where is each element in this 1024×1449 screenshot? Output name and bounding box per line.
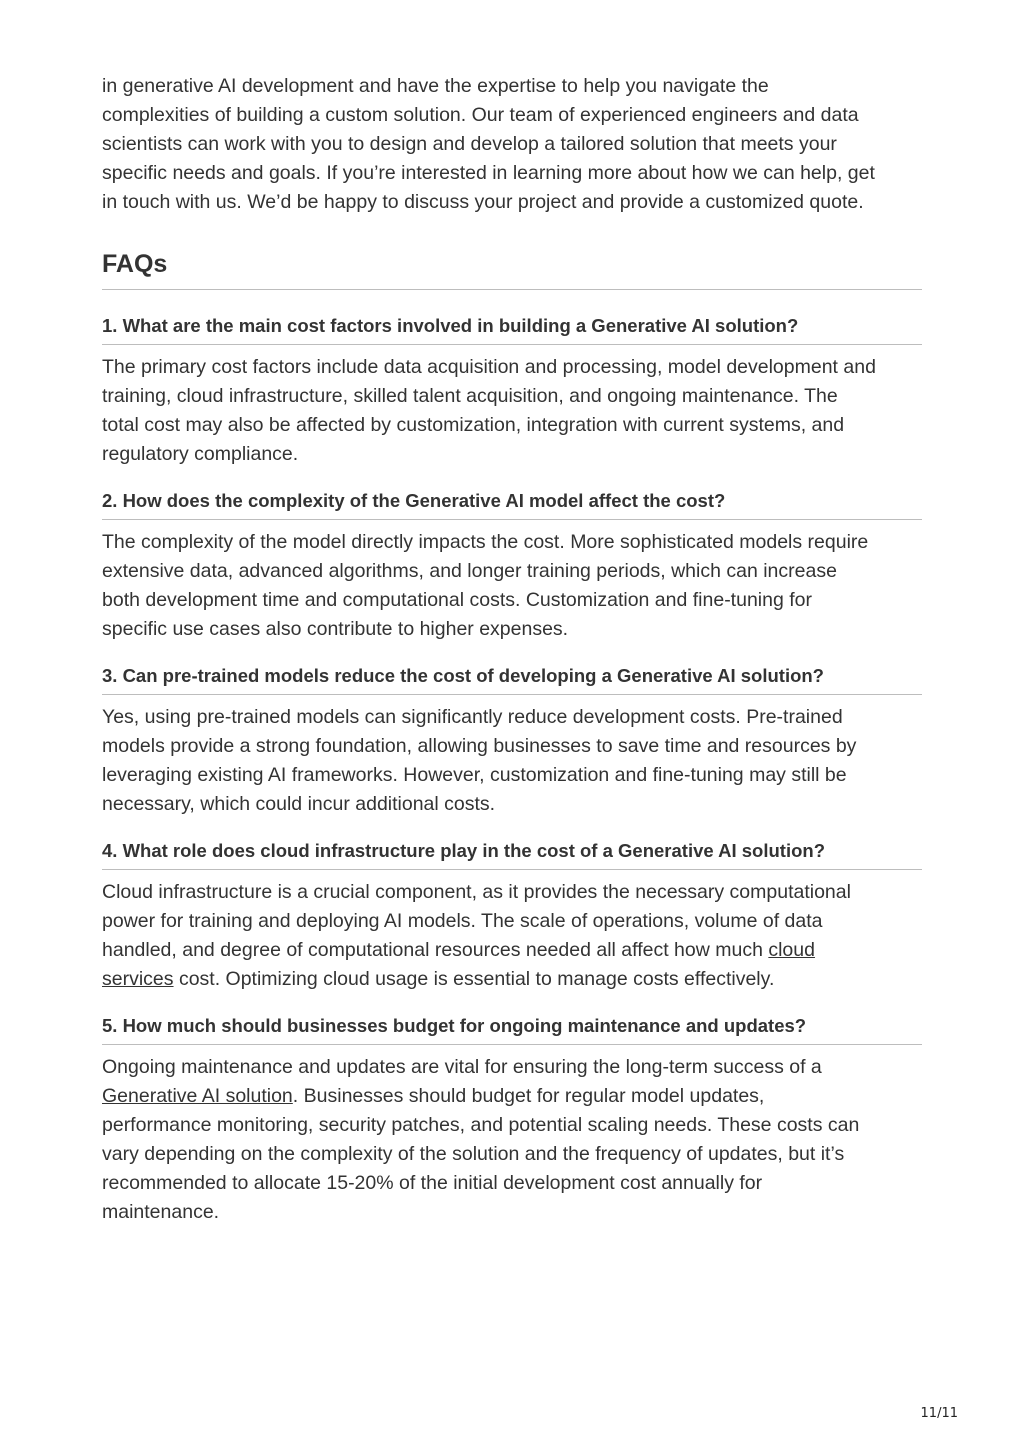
text-segment: . Businesses should budget for regular model updates,: [292, 1085, 765, 1107]
generative-ai-solution-link[interactable]: Generative AI solution: [102, 1085, 293, 1107]
text-line: The complexity of the model directly impacts the cost. More sophisticated models require: [102, 531, 869, 553]
text-line: vary depending on the complexity of the solution and the frequency of updates, but it’s: [102, 1143, 845, 1165]
text-line: extensive data, advanced algorithms, and longer training periods, which can increase: [102, 560, 837, 582]
faq-item-2: [102, 489, 922, 644]
text-line: [102, 965, 922, 994]
text-line: training, cloud infrastructure, skilled talent acquisition, and ongoing maintenance. The: [102, 385, 838, 407]
page-number: 11/11: [920, 1406, 958, 1421]
faq-question: 4. What role does cloud infrastructure play in the cost of a Generative AI solution?: [102, 840, 825, 861]
faq-question: 5. How much should businesses budget for ongoing maintenance and updates?: [102, 1015, 807, 1036]
text-line: total cost may also be affected by customization, integration with current systems, and: [102, 414, 845, 436]
text-line: maintenance.: [102, 1201, 220, 1223]
text-line: The primary cost factors include data acquisition and processing, model development and: [102, 356, 876, 378]
heading-divider: [102, 289, 922, 290]
text-line: in generative AI development and have the expertise to help you navigate the: [102, 75, 769, 97]
text-line: power for training and deploying AI models. The scale of operations, volume of data: [102, 910, 823, 932]
text-line: specific use cases also contribute to higher expenses.: [102, 618, 569, 640]
question-divider: [102, 869, 922, 870]
text-line: specific needs and goals. If you’re interested in learning more about how we can help, get: [102, 162, 875, 184]
faqs-heading: FAQs: [102, 250, 168, 278]
question-divider: [102, 344, 922, 345]
text-segment: handled, and degree of computational resources needed all affect how much: [102, 939, 769, 961]
text-line: [102, 1082, 922, 1111]
text-line: Ongoing maintenance and updates are vital for ensuring the long-term success of a: [102, 1056, 822, 1078]
faq-answer: [102, 353, 922, 469]
question-divider: [102, 519, 922, 520]
question-divider: [102, 694, 922, 695]
text-line: necessary, which could incur additional costs.: [102, 793, 496, 815]
cloud-services-link[interactable]: cloud: [768, 939, 815, 961]
text-line: [102, 936, 922, 965]
faq-answer: [102, 528, 922, 644]
text-line: regulatory compliance.: [102, 443, 299, 465]
text-line: both development time and computational costs. Customization and fine-tuning for: [102, 589, 812, 611]
intro-paragraph: [102, 72, 922, 217]
faq-question: 1. What are the main cost factors involved in building a Generative AI solution?: [102, 315, 799, 336]
faq-question: 3. Can pre-trained models reduce the cost of developing a Generative AI solution?: [102, 665, 824, 686]
faq-answer: [102, 703, 922, 819]
question-divider: [102, 1044, 922, 1045]
text-segment: cost. Optimizing cloud usage is essential to manage costs effectively.: [173, 968, 775, 990]
faq-item-3: [102, 664, 922, 819]
text-line: Yes, using pre-trained models can significantly reduce development costs. Pre-trained: [102, 706, 843, 728]
text-line: scientists can work with you to design and develop a tailored solution that meets your: [102, 133, 837, 155]
faq-question: 2. How does the complexity of the Generative AI model affect the cost?: [102, 490, 726, 511]
text-line: models provide a strong foundation, allowing businesses to save time and resources by: [102, 735, 857, 757]
text-line: recommended to allocate 15-20% of the initial development cost annually for: [102, 1172, 763, 1194]
faq-item-5: [102, 1014, 922, 1227]
text-line: performance monitoring, security patches, and potential scaling needs. These costs can: [102, 1114, 860, 1136]
faq-item-1: [102, 314, 922, 469]
cloud-services-link-continued[interactable]: services: [102, 968, 174, 990]
text-line: leveraging existing AI frameworks. However, customization and fine-tuning may still be: [102, 764, 847, 786]
faq-answer: [102, 1053, 922, 1227]
text-line: complexities of building a custom solution. Our team of experienced engineers and data: [102, 104, 859, 126]
faq-answer: [102, 878, 922, 994]
document-content: [102, 72, 922, 1227]
text-line: Cloud infrastructure is a crucial component, as it provides the necessary computational: [102, 881, 851, 903]
text-line: in touch with us. We’d be happy to discuss your project and provide a customized quote.: [102, 191, 864, 213]
faq-item-4: [102, 839, 922, 994]
